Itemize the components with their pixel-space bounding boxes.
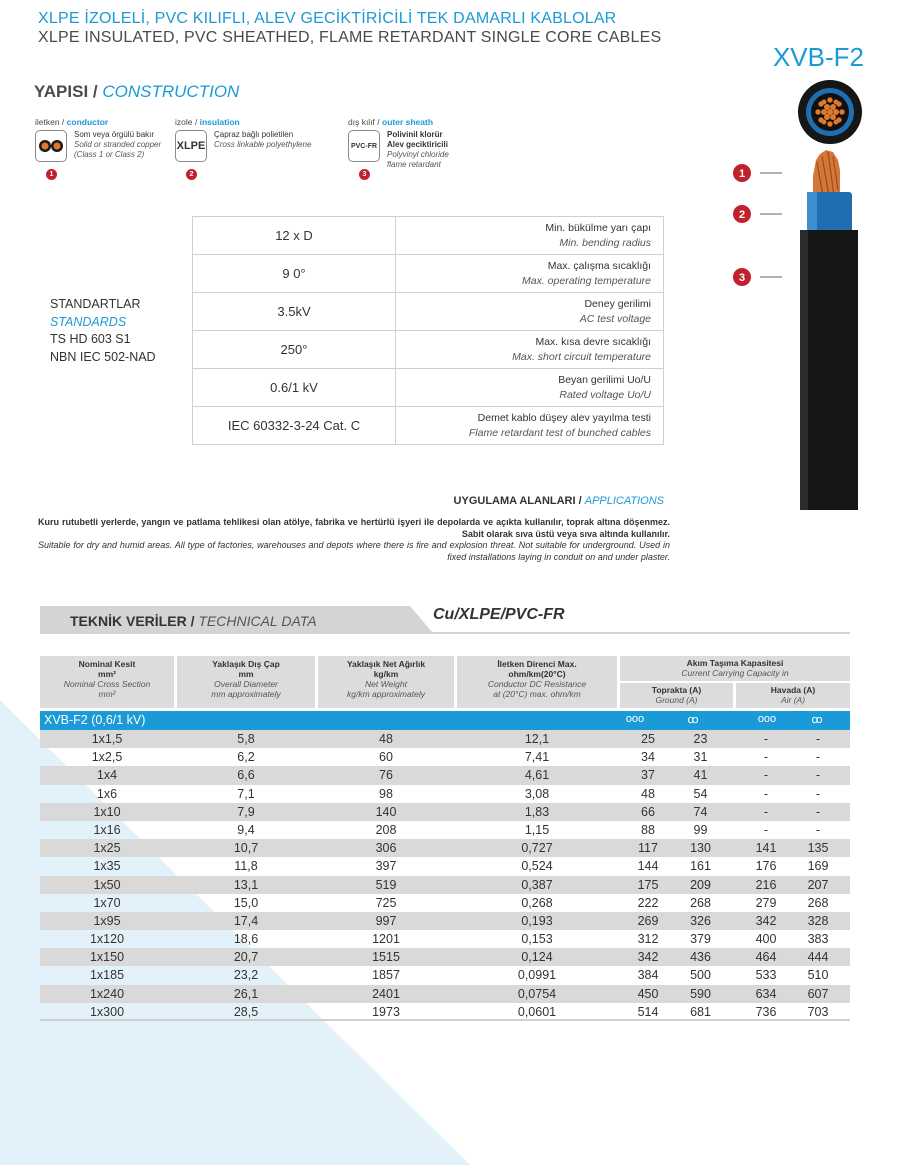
cable-markers	[733, 164, 782, 286]
cell-air-trefoil: -	[815, 768, 821, 783]
cable-type-label: XVB-F2 (0,6/1 kV)	[44, 713, 146, 727]
cell-ground-flat: 222	[637, 895, 659, 910]
technical-data-subtitle: Cu/XLPE/PVC-FR	[433, 606, 565, 623]
cable-type-row	[40, 711, 850, 730]
standards-block: STANDARTLAR STANDARDS TS HD 603 S1 NBN IEC 502-NAD	[50, 297, 156, 364]
cable-side-view	[800, 150, 858, 510]
cell-cross-section: 1x25	[93, 841, 121, 856]
cell-diameter: 10,7	[233, 841, 259, 856]
cell-air-flat: 634	[755, 986, 777, 1001]
table-row	[40, 966, 850, 984]
cell-cross-section: 1x10	[93, 804, 121, 819]
cell-ground-flat: 384	[637, 968, 659, 983]
cable-marker-1: 1	[738, 168, 746, 180]
col-header-capacity: Akım Taşıma Kapasitesi Current Carrying Capacity in	[620, 656, 850, 681]
cell-air-flat: 141	[755, 841, 777, 856]
cell-resistance: 12,1	[524, 732, 550, 746]
cell-ground-flat: 88	[641, 822, 655, 837]
cell-air-flat: -	[763, 768, 769, 783]
cell-weight: 725	[375, 895, 397, 910]
cell-diameter: 11,8	[234, 859, 258, 874]
spec-row: 9 0° Max. çalışma sıcaklığı Max. operating temperature	[193, 255, 664, 293]
cell-diameter: 7,9	[237, 804, 255, 819]
marker-3: 3	[359, 169, 370, 180]
cell-air-flat: -	[763, 750, 769, 765]
title-english: XLPE INSULATED, PVC SHEATHED, FLAME RETARDANT SINGLE CORE CABLES	[38, 29, 662, 46]
cell-air-trefoil: 607	[807, 986, 829, 1001]
cell-cross-section: 1x150	[89, 950, 125, 965]
cell-cross-section: 1x95	[93, 913, 121, 928]
cell-cross-section: 1x240	[89, 986, 125, 1001]
cell-cross-section: 1x300	[89, 1004, 125, 1019]
cell-air-trefoil: -	[815, 804, 821, 819]
technical-data-title: TEKNİK VERİLER / TECHNICAL DATA	[70, 613, 317, 629]
cell-ground-flat: 34	[641, 750, 655, 765]
cell-air-trefoil: 207	[807, 877, 829, 892]
cell-ground-trefoil: 268	[690, 895, 711, 910]
component-insulation: izole / insulation XLPE Çapraz bağlı polietilen Cross linkable polyethylene 2	[175, 117, 312, 178]
trefoil-layout-icon: ꝏ	[811, 714, 823, 726]
cell-cross-section: 1x6	[96, 786, 118, 801]
cell-weight: 1857	[372, 968, 400, 983]
cell-air-flat: 176	[755, 859, 777, 874]
cell-diameter: 20,7	[233, 950, 259, 965]
applications-title: UYGULAMA ALANLARI / APPLICATIONS	[453, 495, 664, 507]
technical-data-table	[40, 656, 850, 1021]
marker-1: 1	[46, 169, 57, 180]
cell-air-flat: 400	[755, 932, 777, 947]
cell-ground-trefoil: 23	[693, 732, 708, 746]
cell-air-trefoil: -	[815, 750, 821, 765]
cell-ground-flat: 450	[637, 986, 659, 1001]
cell-air-flat: -	[763, 804, 769, 819]
cell-diameter: 13,1	[233, 877, 259, 892]
cell-air-flat: 533	[755, 968, 777, 983]
spec-row: 0.6/1 kV Beyan gerilimi Uo/U Rated voltage Uo/U	[193, 369, 664, 407]
component-conductor: iletken / conductor Som veya örgülü bakır Solid or stranded copper (Class 1 or Class 2) 1	[35, 117, 162, 178]
cell-diameter: 5,8	[237, 732, 255, 746]
cell-diameter: 23,2	[233, 968, 259, 983]
cell-diameter: 17,4	[233, 913, 259, 928]
table-row	[40, 894, 850, 912]
table-body	[40, 730, 850, 1021]
cell-weight: 1201	[372, 932, 400, 947]
cell-air-trefoil: 268	[807, 895, 829, 910]
flat-layout-icon: ooo	[757, 713, 777, 725]
cell-cross-section: 1x35	[93, 859, 121, 874]
cell-ground-trefoil: 41	[693, 768, 708, 783]
cell-weight: 519	[375, 877, 397, 892]
cell-weight: 1973	[372, 1004, 400, 1019]
cell-resistance: 1,83	[524, 804, 550, 819]
cell-air-trefoil: 328	[807, 913, 829, 928]
cell-ground-trefoil: 31	[693, 750, 708, 765]
cell-resistance: 0,727	[521, 841, 553, 856]
cell-ground-trefoil: 436	[690, 950, 711, 965]
cell-weight: 997	[375, 913, 397, 928]
spec-row: 12 x D Min. bükülme yarı çapı Min. bending radius	[193, 217, 664, 255]
cell-resistance: 4,61	[524, 768, 550, 783]
cell-cross-section: 1x2,5	[91, 750, 123, 765]
table-row	[40, 912, 850, 930]
applications-text: Kuru rutubetli yerlerde, yangın ve patlama tehlikesi olan atölye, fabrika ve hertürlü işyeri ile depolarda ve açıkta kullanılır, toprak altına döşenmez. Sabit olarak sıva üstü veya sıva altında kullanılır. Suitable for dry and humid areas. All type of factories, warehouses and depots where there is fire and explosion threat. Not suitable for underground. Used in fixed installations laying in conduit on and under plaster.	[38, 517, 670, 562]
cell-ground-trefoil: 590	[690, 986, 711, 1001]
cell-weight: 98	[379, 786, 393, 801]
cell-ground-trefoil: 681	[690, 1004, 711, 1019]
cell-diameter: 7,1	[237, 786, 255, 801]
cell-weight: 48	[379, 732, 393, 746]
cell-ground-flat: 117	[638, 841, 658, 856]
cell-air-flat: -	[763, 822, 769, 837]
conductor-icon	[35, 130, 67, 162]
cell-ground-trefoil: 326	[690, 913, 711, 928]
table-row	[40, 785, 850, 803]
spec-row: 3.5kV Deney gerilimi AC test voltage	[193, 293, 664, 331]
table-row	[40, 803, 850, 821]
col-header-diameter: Yaklaşık Dış Çap mm Overall Diameter mm approximately	[177, 656, 315, 708]
col-header-weight: Yaklaşık Net Ağırlık kg/km Net Weight kg/km approximately	[318, 656, 454, 708]
xlpe-icon: XLPE	[175, 130, 207, 162]
cell-resistance: 0,268	[521, 895, 553, 910]
cell-cross-section: 1x50	[93, 877, 121, 892]
cell-ground-flat: 37	[641, 768, 655, 783]
spec-row: 250° Max. kısa devre sıcaklığı Max. short circuit temperature	[193, 331, 664, 369]
cell-air-trefoil: 169	[807, 859, 829, 874]
cell-air-trefoil: 703	[807, 1004, 829, 1019]
cell-resistance: 0,387	[521, 877, 553, 892]
cell-air-trefoil: -	[815, 786, 821, 801]
cell-weight: 208	[375, 822, 397, 837]
cell-ground-flat: 144	[637, 859, 659, 874]
col-header-air: Havada (A) Air (A)	[736, 683, 850, 708]
cell-ground-trefoil: 161	[690, 859, 711, 874]
spec-row: IEC 60332-3-24 Cat. C Demet kablo düşey alev yayılma testi Flame retardant test of bunched cables	[193, 407, 664, 445]
cell-air-flat: 464	[755, 950, 777, 965]
cell-air-trefoil: 383	[807, 932, 829, 947]
cell-ground-flat: 269	[637, 913, 659, 928]
cell-diameter: 15,0	[233, 895, 259, 910]
cell-resistance: 1,15	[524, 822, 550, 837]
cell-weight: 60	[379, 750, 393, 765]
cell-ground-flat: 48	[641, 786, 655, 801]
table-row	[40, 821, 850, 839]
table-row	[40, 876, 850, 894]
cell-air-trefoil: -	[815, 822, 821, 837]
cable-cross-section	[798, 80, 862, 144]
cell-ground-trefoil: 99	[693, 822, 708, 837]
flat-layout-icon: ooo	[625, 713, 645, 725]
cell-ground-flat: 342	[637, 950, 659, 965]
cell-resistance: 0,0601	[517, 1004, 557, 1019]
cable-illustration	[720, 80, 880, 510]
table-row	[40, 948, 850, 966]
col-header-cross-section: Nominal Kesit mm² Nominal Cross Section mm²	[40, 656, 174, 708]
cell-weight: 397	[375, 859, 397, 874]
cell-air-flat: -	[763, 786, 769, 801]
table-row	[40, 748, 850, 766]
table-row	[40, 930, 850, 948]
col-header-resistance: İletken Direnci Max. ohm/km(20°C) Conductor DC Resistance at (20°C) max. ohm/km	[457, 656, 617, 708]
cell-air-flat: 342	[755, 913, 777, 928]
cell-cross-section: 1x120	[89, 932, 125, 947]
construction-title: YAPISI / CONSTRUCTION	[34, 82, 240, 101]
col-header-ground: Toprakta (A) Ground (A)	[620, 683, 733, 708]
cell-ground-flat: 175	[637, 877, 659, 892]
cell-ground-trefoil: 54	[693, 786, 708, 801]
cell-diameter: 9,4	[237, 822, 255, 837]
table-row	[40, 839, 850, 857]
cell-resistance: 3,08	[524, 786, 550, 801]
cable-marker-3: 3	[738, 272, 746, 284]
marker-2: 2	[186, 169, 197, 180]
cell-ground-trefoil: 209	[690, 877, 711, 892]
cell-ground-flat: 312	[637, 932, 659, 947]
table-row	[40, 730, 850, 748]
cell-cross-section: 1x70	[93, 895, 121, 910]
cell-weight: 2401	[372, 986, 400, 1001]
cell-diameter: 6,2	[237, 750, 255, 765]
cell-air-flat: -	[763, 732, 769, 746]
cell-ground-trefoil: 130	[690, 841, 711, 856]
cell-resistance: 0,0754	[517, 986, 557, 1001]
page-header	[38, 10, 661, 47]
title-turkish: XLPE İZOLELİ, PVC KILIFLI, ALEV GECİKTİRİCİLİ TEK DAMARLI KABLOLAR	[38, 10, 617, 27]
table-row	[40, 985, 850, 1003]
spec-table	[192, 216, 664, 445]
cell-ground-flat: 66	[641, 804, 655, 819]
cell-air-flat: 216	[755, 877, 777, 892]
cell-cross-section: 1x4	[96, 768, 118, 783]
cell-cross-section: 1x16	[93, 822, 121, 837]
table-header	[40, 656, 850, 708]
cell-resistance: 0,124	[521, 950, 553, 965]
cell-weight: 306	[375, 841, 397, 856]
cell-weight: 140	[375, 804, 397, 819]
cell-air-trefoil: 135	[807, 841, 829, 856]
table-row	[40, 766, 850, 784]
cell-ground-trefoil: 379	[690, 932, 711, 947]
cell-diameter: 26,1	[233, 986, 259, 1001]
cell-air-trefoil: -	[815, 732, 821, 746]
table-row	[40, 1003, 850, 1021]
cell-diameter: 18,6	[233, 932, 259, 947]
cell-air-flat: 736	[755, 1004, 777, 1019]
cell-air-trefoil: 510	[807, 968, 829, 983]
cell-resistance: 0,153	[521, 932, 553, 947]
cell-resistance: 0,0991	[517, 968, 557, 983]
table-row	[40, 857, 850, 875]
cable-marker-2: 2	[738, 209, 746, 221]
cell-air-trefoil: 444	[807, 950, 829, 965]
component-outer-sheath: dış kılıf / outer sheath PVC-FR Polivinil klorür Alev geciktiricili Polyvinyl chloride flame retardant 3	[348, 117, 449, 178]
cell-weight: 76	[379, 768, 393, 783]
cell-ground-trefoil: 74	[693, 804, 708, 819]
cell-resistance: 0,193	[521, 913, 553, 928]
pvc-fr-icon: PVC-FR	[348, 130, 380, 162]
cell-diameter: 28,5	[233, 1004, 259, 1019]
cell-cross-section: 1x1,5	[91, 732, 123, 746]
product-code: XVB-F2	[772, 42, 864, 72]
cell-weight: 1515	[372, 950, 400, 965]
cell-ground-trefoil: 500	[690, 968, 711, 983]
cell-ground-flat: 514	[637, 1004, 659, 1019]
cell-ground-flat: 25	[641, 732, 655, 746]
cell-resistance: 7,41	[524, 750, 550, 765]
cell-cross-section: 1x185	[89, 968, 125, 983]
cell-air-flat: 279	[755, 895, 777, 910]
cell-diameter: 6,6	[237, 768, 255, 783]
trefoil-layout-icon: ꝏ	[687, 714, 699, 726]
cell-resistance: 0,524	[521, 859, 553, 874]
